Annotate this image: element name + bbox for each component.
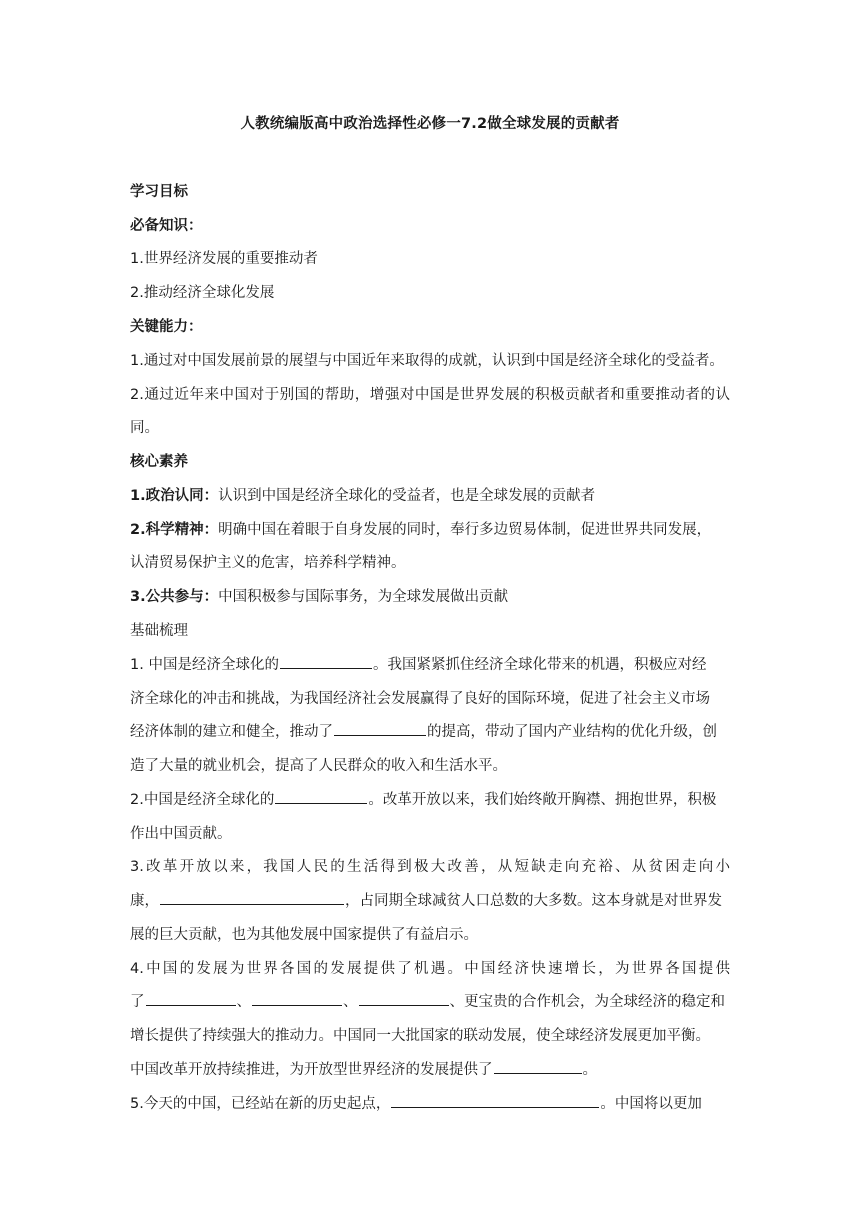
ability-item-1: 1.通过对中国发展前景的展望与中国近年来取得的成就，认识到中国是经济全球化的受益者。	[130, 353, 724, 369]
question-2-line2: 作出中国贡献。	[130, 826, 232, 842]
question-text: 。中国将以更加	[600, 1096, 702, 1112]
fill-blank[interactable]	[494, 1059, 582, 1074]
question-text: 康，	[130, 893, 159, 909]
ability-item-2-line1: 2.通过近年来中国对于别国的帮助，增强对中国是世界发展的积极贡献者和重要推动者的认	[130, 387, 730, 403]
ability-heading: 关键能力：	[130, 319, 203, 335]
question-5-line1	[130, 1092, 702, 1113]
question-4-line2	[130, 990, 725, 1011]
basics-heading: 基础梳理	[130, 623, 188, 639]
document-title: 人教统编版高中政治选择性必修一7.2做全球发展的贡献者	[240, 116, 620, 132]
fill-blank[interactable]	[280, 654, 372, 669]
question-text: ，占同期全球减贫人口总数的大多数。这本身就是对世界发	[345, 893, 722, 909]
question-4-line4	[130, 1058, 597, 1079]
fill-blank[interactable]	[160, 890, 344, 905]
literacy-text: 中国积极参与国际事务，为全球发展做出贡献	[218, 589, 509, 605]
literacy-item-1	[130, 484, 595, 505]
literacy-label: 2.科学精神：	[130, 522, 219, 538]
question-text: 、更宝贵的合作机会，为全球经济的稳定和	[449, 994, 725, 1010]
question-1-line3	[130, 720, 717, 741]
question-text: 5.今天的中国，已经站在新的历史起点，	[130, 1096, 391, 1112]
question-text: 。改革开放以来，我们始终敞开胸襟、拥抱世界，积极	[368, 792, 717, 808]
question-text: 。我国紧紧抓住经济全球化带来的机遇，积极应对经	[372, 657, 707, 673]
question-1-line1	[130, 653, 706, 674]
fill-blank[interactable]	[252, 991, 342, 1006]
question-text: 1. 中国是经济全球化的	[130, 657, 279, 673]
fill-blank[interactable]	[275, 789, 367, 804]
question-text: 。	[582, 1062, 597, 1078]
question-1-line4: 造了大量的就业机会，提高了人民群众的收入和生活水平。	[130, 758, 507, 774]
question-text: 、	[343, 994, 358, 1010]
question-text: 的提高，带动了国内产业结构的优化升级，创	[427, 724, 717, 740]
question-4-line3: 增长提供了持续强大的推动力。中国同一大批国家的联动发展，使全球经济发展更加平衡。	[130, 1028, 710, 1044]
knowledge-item: 2.推动经济全球化发展	[130, 285, 275, 301]
fill-blank[interactable]	[391, 1093, 599, 1108]
literacy-item-3	[130, 585, 508, 606]
literacy-heading: 核心素养	[130, 454, 188, 470]
literacy-text: 明确中国在着眼于自身发展的同时，奉行多边贸易体制，促进世界共同发展，	[218, 522, 712, 538]
question-text: 、	[236, 994, 251, 1010]
knowledge-heading: 必备知识：	[130, 218, 203, 234]
fill-blank[interactable]	[359, 991, 449, 1006]
literacy-label: 3.公共参与：	[130, 589, 219, 605]
knowledge-item: 1.世界经济发展的重要推动者	[130, 251, 318, 267]
question-1-line2: 济全球化的冲击和挑战，为我国经济社会发展赢得了良好的国际环境，促进了社会主义市场	[130, 691, 710, 707]
question-3-line1: 3.改革开放以来，我国人民的生活得到极大改善，从短缺走向充裕、从贫困走向小	[130, 859, 730, 875]
fill-blank[interactable]	[334, 721, 426, 736]
ability-item-2-line2: 同。	[130, 420, 159, 436]
question-text: 中国改革开放持续推进，为开放型世界经济的发展提供了	[130, 1062, 493, 1078]
question-2-line1	[130, 788, 716, 809]
fill-blank[interactable]	[146, 991, 236, 1006]
question-text: 了	[130, 994, 145, 1010]
literacy-item-2-cont: 认清贸易保护主义的危害，培养科学精神。	[130, 555, 406, 571]
question-text: 2.中国是经济全球化的	[130, 792, 275, 808]
objectives-heading: 学习目标	[130, 184, 188, 200]
question-4-line1: 4.中国的发展为世界各国的发展提供了机遇。中国经济快速增长，为世界各国提供	[130, 961, 730, 977]
literacy-label: 1.政治认同：	[130, 488, 219, 504]
question-3-line2	[130, 889, 722, 910]
question-3-line3: 展的巨大贡献，也为其他发展中国家提供了有益启示。	[130, 927, 478, 943]
question-text: 经济体制的建立和健全，推动了	[130, 724, 333, 740]
literacy-text: 认识到中国是经济全球化的受益者，也是全球发展的贡献者	[218, 488, 596, 504]
literacy-item-2	[130, 518, 711, 539]
